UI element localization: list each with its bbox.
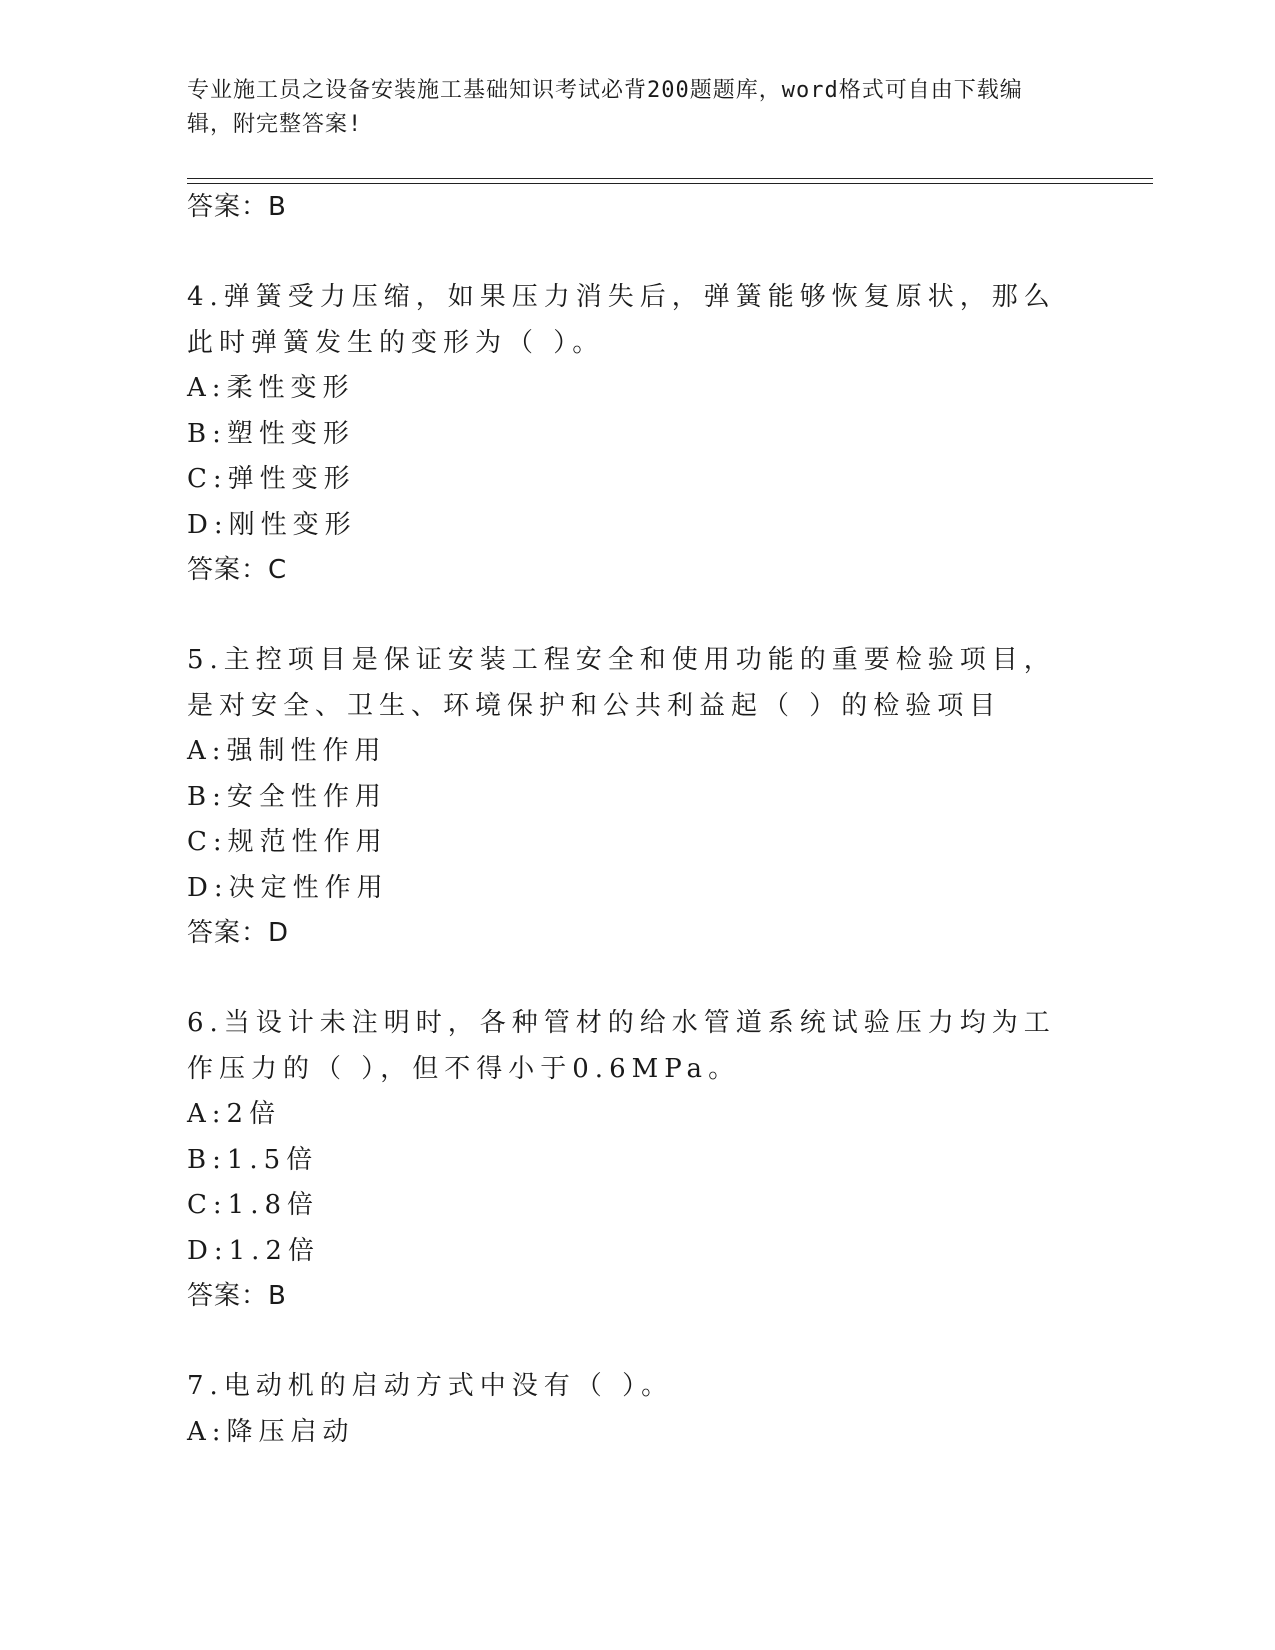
option-d: D:1.2倍	[187, 1235, 320, 1266]
question-stem: 6.当设计未注明时，各种管材的给水管道系统试验压力均为工作压力的（ ），但不得小于0.6MPa。	[187, 1008, 1056, 1084]
question-block	[187, 1001, 1087, 1319]
option-b: B:塑性变形	[187, 418, 355, 449]
option-b: B:1.5倍	[187, 1144, 319, 1175]
option-c: C:弹性变形	[187, 464, 356, 494]
answer-line: 答案：B	[187, 1281, 287, 1311]
answer-line: 答案：C	[187, 555, 288, 585]
option-a: A:强制性作用	[187, 736, 387, 766]
option-a: A:2倍	[187, 1099, 282, 1129]
option-a: A:降压启动	[187, 1416, 355, 1447]
document-body	[187, 185, 1087, 1455]
option-c: C:1.8倍	[187, 1190, 320, 1220]
question-block	[187, 275, 1087, 593]
question-stem: 4.弹簧受力压缩，如果压力消失后，弹簧能够恢复原状，那么此时弹簧发生的变形为（ ）。	[187, 282, 1056, 358]
answer-line: 答案：B	[187, 192, 287, 222]
answer-line: 答案：D	[187, 918, 290, 948]
header-divider-top	[187, 178, 1153, 179]
option-d: D:刚性变形	[187, 509, 357, 540]
document-header: 专业施工员之设备安装施工基础知识考试必背200题题库，word格式可自由下载编辑，附完整答案!	[187, 78, 1023, 137]
question-stem: 7.电动机的启动方式中没有（ ）。	[187, 1371, 674, 1401]
option-c: C:规范性作用	[187, 827, 388, 857]
option-b: B:安全性作用	[187, 781, 387, 812]
option-a: A:柔性变形	[187, 373, 355, 403]
question-block	[187, 1364, 1087, 1455]
question-block	[187, 638, 1087, 956]
question-stem: 5.主控项目是保证安装工程安全和使用功能的重要检验项目，是对安全、卫生、环境保护和公共利益起（ ）的检验项目	[187, 645, 1056, 721]
option-d: D:决定性作用	[187, 872, 389, 903]
header-divider-bottom	[187, 183, 1153, 184]
